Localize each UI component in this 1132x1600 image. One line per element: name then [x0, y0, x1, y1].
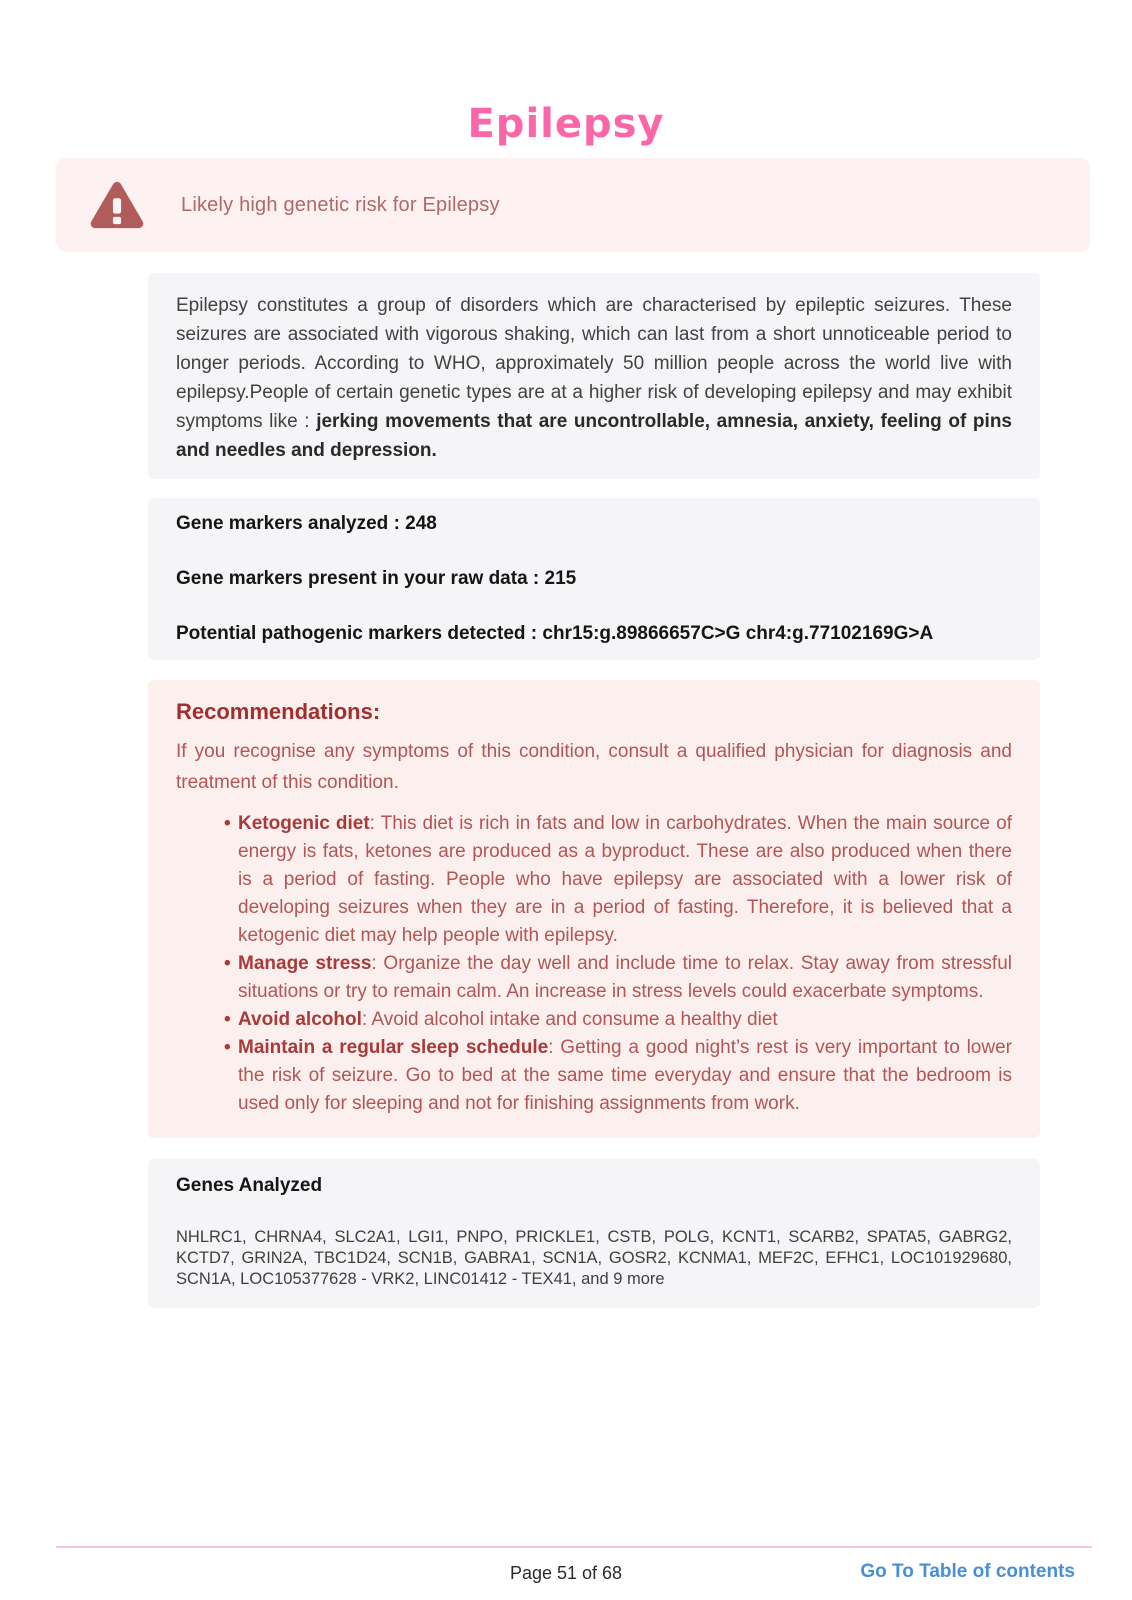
warning-triangle-icon	[88, 179, 146, 232]
footer-divider	[56, 1546, 1092, 1548]
description-highlight: jerking movements that are uncontrollable, amnesia, anxiety, feeling of pins and needles and depression.	[176, 411, 1012, 461]
recommendation-lead: Ketogenic diet	[238, 813, 370, 834]
recommendation-text: : This diet is rich in fats and low in carbohydrates. When the main source of energy is fats, ketones are produced as a byproduct. These are also produced when there is a period of fasting. People who have epilepsy are associated with a lower risk of developing seizures when they are in a period of fasting. Therefore, it is believed that a ketogenic diet may help people with epilepsy.	[238, 813, 1012, 946]
recommendations-box	[148, 680, 1040, 1138]
recommendation-item-manage-stress	[238, 950, 1012, 1006]
genes-analyzed-list: NHLRC1, CHRNA4, SLC2A1, LGI1, PNPO, PRICKLE1, CSTB, POLG, KCNT1, SCARB2, SPATA5, GABRG2, KCTD7, GRIN2A, TBC1D24, SCN1B, GABRA1, SCN1A, GOSR2, KCNMA1, MEF2C, EFHC1, LOC101929680, SCN1A, LOC105377628 - VRK2, LINC01412 - TEX41, and 9 more	[176, 1228, 1012, 1288]
recommendation-lead: Manage stress	[238, 953, 372, 974]
genes-analyzed-box	[148, 1159, 1040, 1308]
recommendations-heading: Recommendations:	[176, 699, 381, 724]
gene-markers-analyzed: Gene markers analyzed : 248	[176, 513, 437, 534]
recommendations-intro: If you recognise any symptoms of this condition, consult a qualified physician for diagnosis and treatment of this condition.	[176, 741, 1012, 793]
recommendation-text: : Getting a good night’s rest is very important to lower the risk of seizure. Go to bed at the same time everyday and ensure that the bedroom is used only for sleeping and not for finishing assignments from work.	[238, 1037, 1012, 1114]
recommendations-list	[176, 810, 1012, 1118]
recommendation-text: : Avoid alcohol intake and consume a healthy diet	[361, 1009, 778, 1030]
risk-banner	[56, 158, 1090, 252]
recommendation-item-avoid-alcohol	[238, 1006, 1012, 1034]
risk-banner-text: Likely high genetic risk for Epilepsy	[181, 193, 500, 216]
recommendation-item-sleep-schedule	[238, 1034, 1012, 1118]
recommendation-lead: Maintain a regular sleep schedule	[238, 1037, 549, 1058]
pathogenic-markers-detected: Potential pathogenic markers detected : chr15:g.89866657C>G chr4:g.77102169G>A	[176, 623, 934, 644]
page-footer	[0, 1546, 1132, 1600]
description-text: Epilepsy constitutes a group of disorders which are characterised by epileptic seizures. These seizures are associated with vigorous shaking, which can last from a short unnoticeable period to longer periods. According to WHO, approximately 50 million people across the world live with epilepsy.People of certain genetic types are at a higher risk of developing epilepsy and may exhibit symptoms like :	[176, 295, 1012, 432]
recommendation-lead: Avoid alcohol	[238, 1009, 362, 1030]
recommendation-text: : Organize the day well and include time to relax. Stay away from stressful situations or try to remain calm. An increase in stress levels could exacerbate symptoms.	[238, 953, 1012, 1002]
page-number: Page 51 of 68	[509, 1563, 623, 1583]
genes-analyzed-heading: Genes Analyzed	[176, 1175, 323, 1196]
description-paragraph	[176, 291, 1012, 465]
recommendation-item-ketogenic-diet	[238, 810, 1012, 950]
toc-link[interactable]: Go To Table of contents	[860, 1561, 1075, 1582]
gene-markers-box	[148, 498, 1040, 660]
footer-row	[0, 1563, 1132, 1584]
description-box	[148, 273, 1040, 479]
gene-markers-present: Gene markers present in your raw data : 215	[176, 568, 577, 589]
page-title: Epilepsy	[467, 101, 665, 147]
